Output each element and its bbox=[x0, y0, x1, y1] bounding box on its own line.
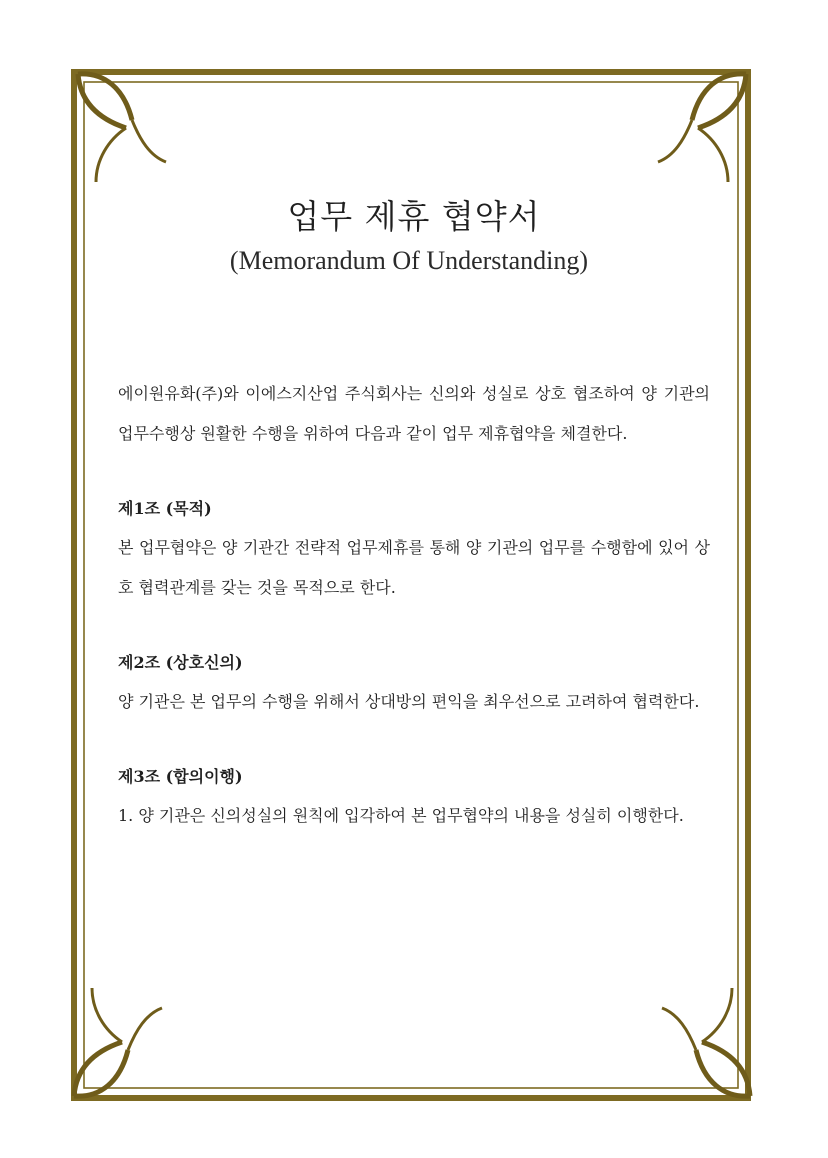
article-3-body: 1. 양 기관은 신의성실의 원칙에 입각하여 본 업무협약의 내용을 성실히 이행한다. bbox=[118, 806, 684, 825]
document-subtitle: (Memorandum Of Understanding) bbox=[229, 246, 589, 275]
corner-ornament-top-left-icon bbox=[78, 74, 166, 182]
article-2-body: 양 기관은 본 업무의 수행을 위해서 상대방의 편익을 최우선으로 고려하여 협력한다. bbox=[118, 692, 700, 711]
corner-ornament-bottom-right-icon bbox=[662, 988, 750, 1096]
corner-ornament-top-right-icon bbox=[658, 74, 746, 182]
document-title: 업무 제휴 협약서 bbox=[287, 197, 541, 236]
article-3-heading: 제3조 (합의이행) bbox=[118, 767, 243, 786]
mou-document bbox=[118, 196, 710, 836]
article-2-heading: 제2조 (상호신의) bbox=[118, 653, 243, 672]
intro-paragraph: 에이원유화(주)와 이에스지산업 주식회사는 신의와 성실로 상호 협조하여 양 기관의 업무수행상 원활한 수행을 위하여 다음과 같이 업무 제휴협약을 체결한다. bbox=[118, 384, 710, 443]
article-1-body: 본 업무협약은 양 기관간 전략적 업무제휴를 통해 양 기관의 업무를 수행함에 있어 상호 협력관계를 갖는 것을 목적으로 한다. bbox=[118, 538, 710, 597]
article-1 bbox=[118, 494, 710, 608]
article-2 bbox=[118, 648, 710, 722]
article-3 bbox=[118, 762, 710, 836]
article-1-heading: 제1조 (목적) bbox=[118, 499, 212, 518]
corner-ornament-bottom-left-icon bbox=[74, 988, 162, 1096]
